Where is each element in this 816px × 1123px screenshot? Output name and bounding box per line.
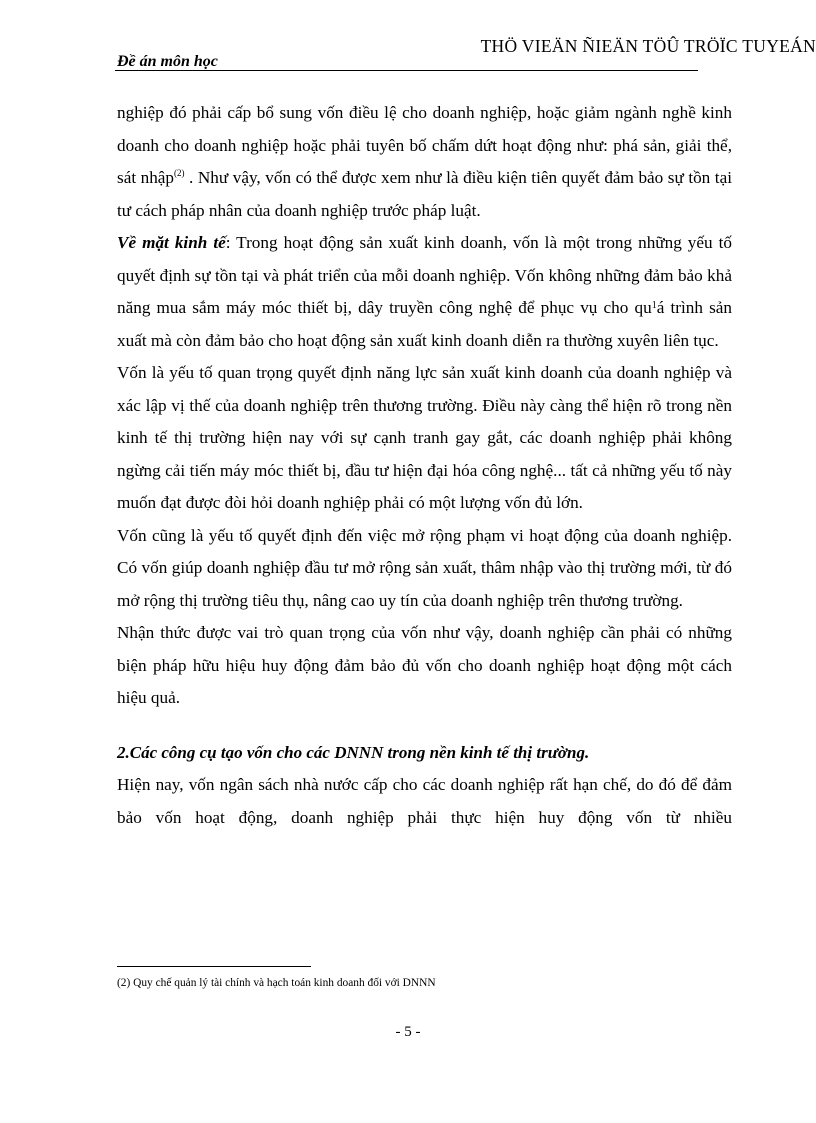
running-title: Đề án môn học	[117, 53, 218, 70]
stray-superscript: 1	[651, 300, 657, 311]
paragraph-1-text-b: . Như vậy, vốn có thể được xem như là điều kiện tiên quyết đảm bảo sự tồn tại tư cách pháp nhân của doanh nghiệp trước pháp luật.	[117, 168, 732, 220]
document-body	[117, 97, 732, 834]
paragraph-4: Vốn cũng là yếu tố quyết định đến việc mở rộng phạm vi hoạt động của doanh nghiệp. Có vốn giúp doanh nghiệp đầu tư mở rộng sản xuất, thâm nhập vào thị trường mới, từ đó mở rộng thị trường tiêu thụ, nâng cao uy tín của doanh nghiệp trên thương trường.	[117, 525, 732, 610]
footnote-rule	[117, 966, 311, 967]
paragraph-1	[117, 97, 732, 227]
footnote-ref-2[interactable]: (2)	[174, 168, 185, 178]
paragraph-2-text-a: : Trong hoạt động sản xuất kinh doanh, vốn là một trong những yếu tố quyết định sự tồn tại và phát triển của mỗi doanh nghiệp. Vốn không những đảm bảo khả năng mua sắm máy móc thiết bị, dây truyền công nghệ để phục vụ cho qu	[117, 233, 732, 317]
section-heading: 2.Các công cụ tạo vốn cho các DNNN trong nền kinh tế thị trường.	[117, 742, 590, 762]
footnote-text: (2) Quy chế quản lý tài chính và hạch toán kinh doanh đối với DNNN	[117, 977, 436, 989]
paragraph-6: Hiện nay, vốn ngân sách nhà nước cấp cho các doanh nghiệp rất hạn chế, do đó để đảm bảo vốn hoạt động, doanh nghiệp phải thực hiện huy động vốn từ nhiều	[117, 775, 732, 827]
paragraph-5: Nhận thức được vai trò quan trọng của vốn như vậy, doanh nghiệp cần phải có những biện pháp hữu hiệu huy động đảm bảo đủ vốn cho doanh nghiệp hoạt động một cách hiệu quả.	[117, 623, 732, 707]
page-number: - 5 -	[395, 1024, 421, 1040]
paragraph-1-text-a: nghiệp đó phải cấp bổ sung vốn điều lệ cho doanh nghiệp, hoặc giảm ngành nghề kinh doanh cho doanh nghiệp hoặc phải tuyên bố chấm dứt hoạt động như: phá sản, giải thể, sát nhập	[117, 103, 732, 187]
paragraph-2-lead: Về mặt kinh tế	[117, 233, 226, 252]
header-rule	[115, 70, 698, 71]
paragraph-3: Vốn là yếu tố quan trọng quyết định năng lực sản xuất kinh doanh của doanh nghiệp và xác lập vị thế của doanh nghiệp trên thương trường. Điều này càng thể hiện rõ trong nền kinh tế thị trường hiện nay với sự cạnh tranh gay gắt, các doanh nghiệp phải không ngừng cải tiến máy móc thiết bị, đầu tư hiện đại hóa công nghệ... tất cả những yếu tố này muốn đạt được đòi hỏi doanh nghiệp phải có một lượng vốn đủ lớn.	[117, 363, 732, 512]
watermark-header: THÖ VIEÄN ÑIEÄN TÖÛ TRÖÏC TUYEÁN	[480, 36, 816, 56]
paragraph-2	[117, 227, 732, 357]
paragraph-2-text-b: á trình sản xuất mà còn đảm bảo cho hoạt động sản xuất kinh doanh diễn ra thường xuyên liên tục.	[117, 298, 732, 350]
